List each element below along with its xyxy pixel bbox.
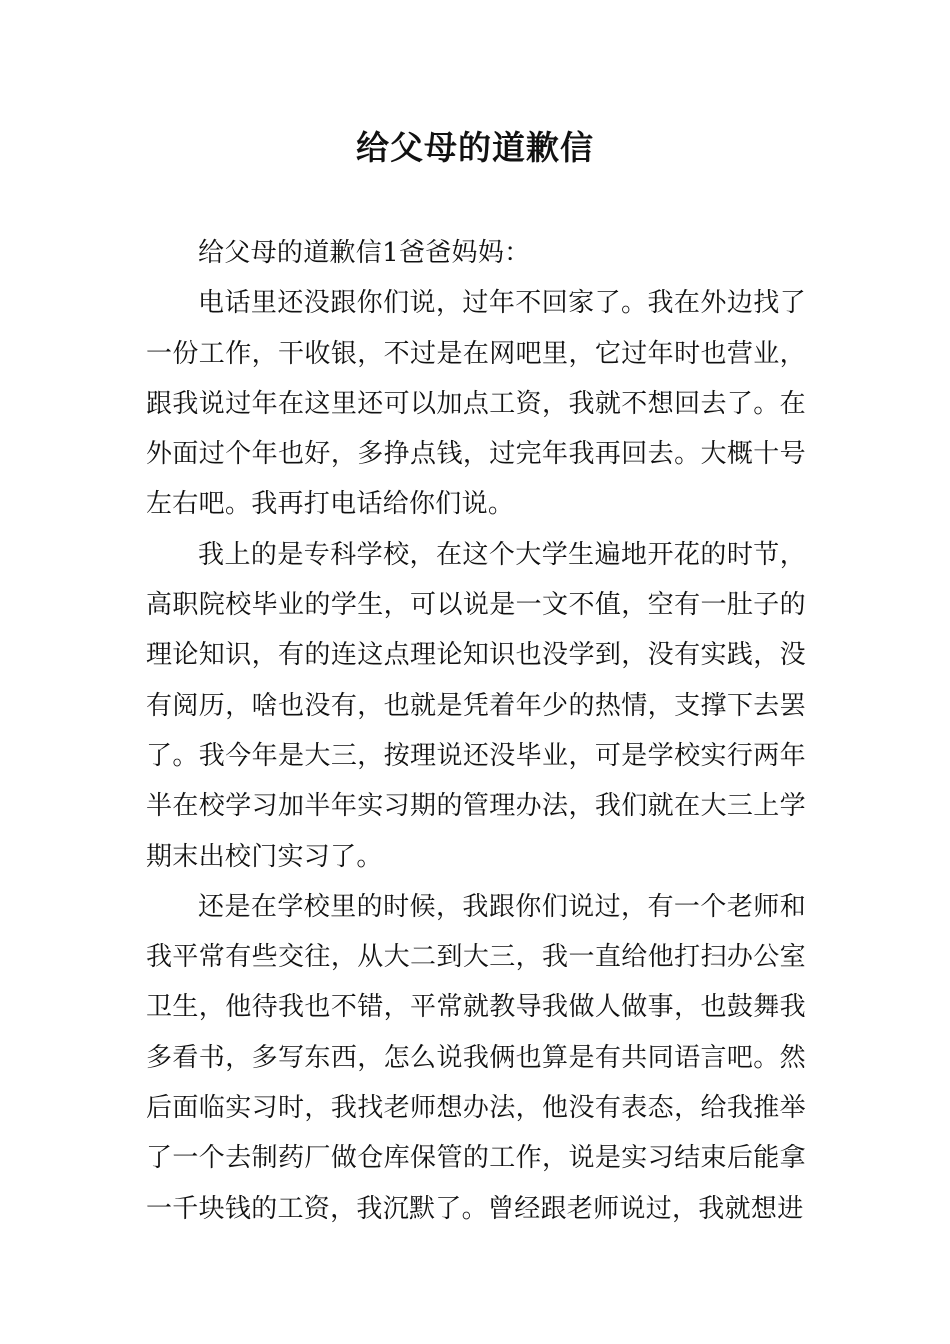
paragraph-salutation: 给父母的道歉信1爸爸妈妈： [198,238,531,268]
paragraph-1: 电话里还没跟你们说，过年不回家了。我在外边找了一份工作，干收银，不过是在网吧里，它过年时也营业，跟我说过年在这里还可以加点工资，我就不想回去了。在外面过个年也好，多挣点钱，过完年我再回去。大概十号左右吧。我再打电话给你们说。 [146,288,806,520]
paragraph-3: 还是在学校里的时候，我跟你们说过，有一个老师和我平常有些交往，从大二到大三，我一直给他打扫办公室卫生，他待我也不错，平常就教导我做人做事，也鼓舞我多看书，多写东西，怎么说我俩也算是有共同语言吧。然后面临实习时，我找老师想办法，他没有表态，给我推举了一个去制药厂做仓库保管的工作，说是实习结束后能拿一千块钱的工资，我沉默了。曾经跟老师说过，我就想进 [146,891,806,1224]
document-body [146,228,806,1234]
document-title: 给父母的道歉信 [356,128,594,167]
paragraph-2: 我上的是专科学校，在这个大学生遍地开花的时节，高职院校毕业的学生，可以说是一文不值，空有一肚子的理论知识，有的连这点理论知识也没学到，没有实践，没有阅历，啥也没有，也就是凭着年少的热情，支撑下去罢了。我今年是大三，按理说还没毕业，可是学校实行两年半在校学习加半年实习期的管理办法，我们就在大三上学期末出校门实习了。 [146,539,806,872]
